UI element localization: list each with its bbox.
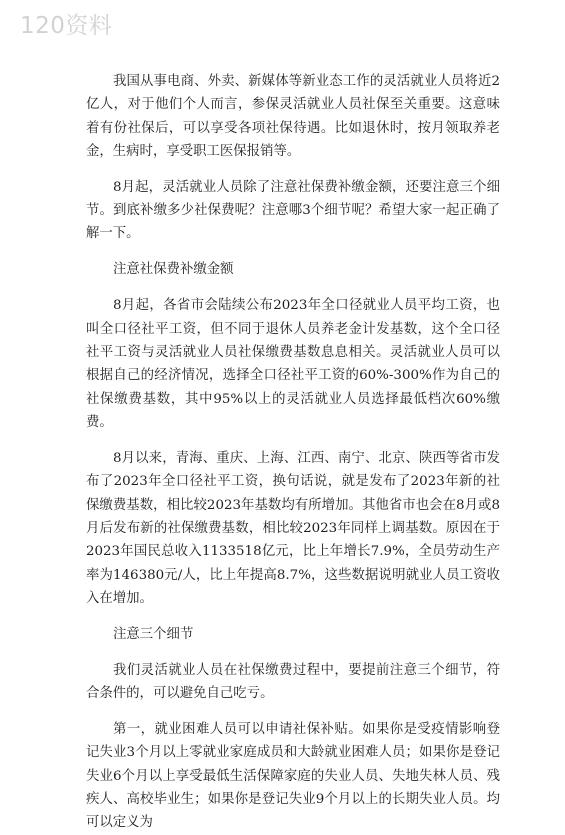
section-heading-three-details: 注意三个细节 [113, 626, 194, 642]
document-body [86, 70, 500, 835]
section-heading-payment-amount: 注意社保费补缴金额 [113, 261, 234, 277]
paragraph-provinces-announcement: 8月以来，青海、重庆、上海、江西、南宁、北京、陕西等省市发布了2023年全口径社平工资，换句话说，就是发布了2023年新的社保缴费基数，相比较2023年基数均有所增加。其他省市也会在8月或8月后发布新的社保缴费基数，相比较2023年同样上调基数。原因在于2023年国民总收入1133518亿元，比上年增长7.9%，全员劳动生产率为146380元/人，比上年提高8.7%，这些数据说明就业人员工资收入在增加。 [86, 450, 500, 607]
paragraph-intro: 我国从事电商、外卖、新媒体等新业态工作的灵活就业人员将近2亿人，对于他们个人而言，参保灵活就业人员社保至关重要。这意味着有份社保后，可以享受各项社保待遇。比如退休时，按月领取养老金，生病时，享受职工医保报销等。 [86, 74, 500, 160]
paragraph-three-details-intro: 我们灵活就业人员在社保缴费过程中，要提前注意三个细节，符合条件的，可以避免自己吃亏。 [86, 662, 500, 702]
paragraph-august-overview: 8月起，灵活就业人员除了注意社保费补缴金额，还要注意三个细节。到底补缴多少社保费呢？注意哪3个细节呢？希望大家一起正确了解一下。 [86, 179, 500, 242]
paragraph-first-detail: 第一，就业困难人员可以申请社保补贴。如果你是受疫情影响登记失业3个月以上零就业家庭成员和大龄就业困难人员；如果你是登记失业6个月以上享受最低生活保障家庭的失业人员、失地失林人员、残疾人、高校毕业生；如果你是登记失业9个月以上的长期失业人员。均可以定义为 [86, 721, 500, 831]
paragraph-payment-base: 8月起，各省市会陆续公布2023年全口径就业人员平均工资，也叫全口径社平工资，但不同于退休人员养老金计发基数，这个全口径社平工资与灵活就业人员社保缴费基数息息相关。灵活就业人员可以根据自己的经济情况，选择全口径社平工资的60%-300%作为自己的社保缴费基数，其中95%以上的灵活就业人员选择最低档次60%缴费。 [86, 298, 500, 431]
watermark-logo: 120资料 [20, 13, 113, 39]
